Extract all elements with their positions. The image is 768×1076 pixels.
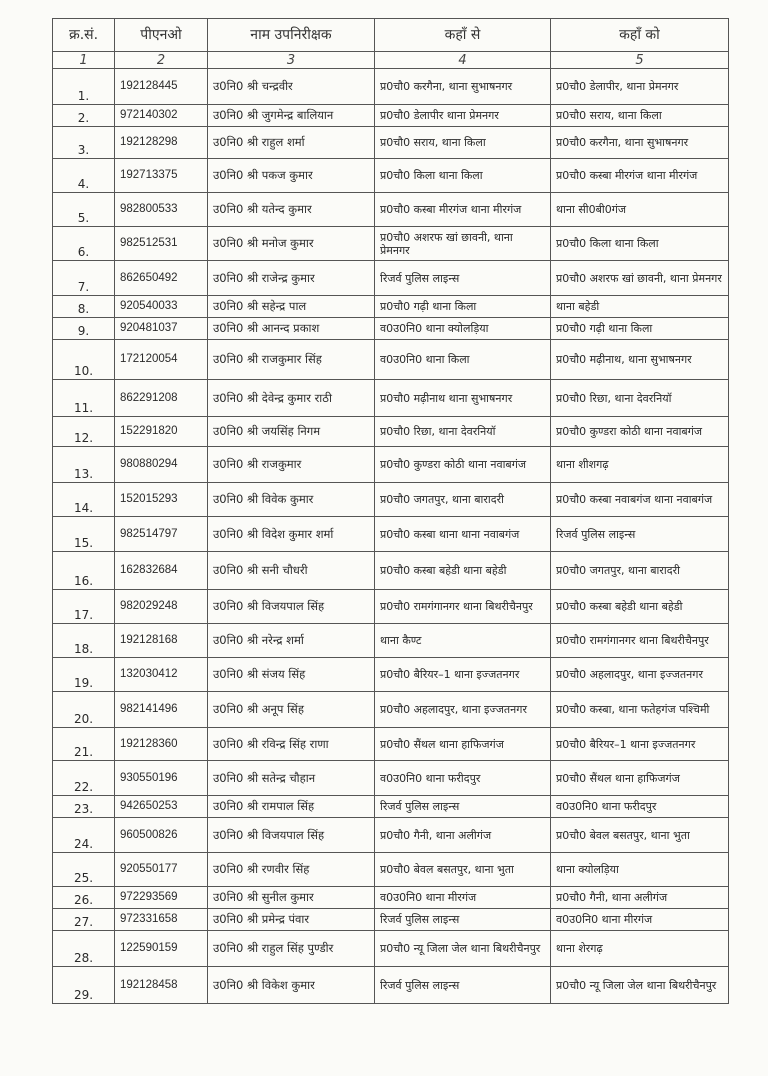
pno-cell: 930550196 — [115, 761, 208, 796]
to-location-cell: प्र0चौ0 कस्बा बहेडी थाना बहेडी — [551, 590, 729, 624]
table-row — [53, 692, 729, 728]
table-row — [53, 658, 729, 692]
serial-cell: 20. — [53, 692, 115, 728]
officer-name-cell: उ0नि0 श्री जुगमेन्द्र बालियान — [208, 105, 375, 127]
pno-cell: 972140302 — [115, 105, 208, 127]
from-location-cell: प्र0चौ0 डेलापीर थाना प्रेमनगर — [375, 105, 551, 127]
from-location-cell: प्र0चौ0 न्यू जिला जेल थाना बिथरीचैनपुर — [375, 931, 551, 967]
serial-cell: 22. — [53, 761, 115, 796]
pno-cell: 192128360 — [115, 728, 208, 761]
officer-name-cell: उ0नि0 श्री राजेन्द्र कुमार — [208, 261, 375, 296]
to-location-cell: प्र0चौ0 गैनी, थाना अलीगंज — [551, 887, 729, 909]
column-index: 5 — [551, 52, 729, 69]
serial-cell: 9. — [53, 318, 115, 340]
from-location-cell: प्र0चौ0 किला थाना किला — [375, 159, 551, 193]
officer-name-cell: उ0नि0 श्री नरेन्द्र शर्मा — [208, 624, 375, 658]
from-location-cell: व0उ0नि0 थाना फरीदपुर — [375, 761, 551, 796]
from-location-cell: प्र0चौ0 अहलादपुर, थाना इज्जतनगर — [375, 692, 551, 728]
from-location-cell: रिजर्व पुलिस लाइन्स — [375, 967, 551, 1004]
from-location-cell: प्र0चौ0 कुण्डरा कोठी थाना नवाबगंज — [375, 447, 551, 483]
table-row — [53, 818, 729, 853]
serial-cell: 6. — [53, 227, 115, 261]
transfer-table — [52, 18, 729, 1004]
table-row — [53, 967, 729, 1004]
officer-name-cell: उ0नि0 श्री राहुल सिंह पुण्डीर — [208, 931, 375, 967]
header-serial: क्र.सं. — [53, 19, 115, 52]
officer-name-cell: उ0नि0 श्री सनी चौधरी — [208, 552, 375, 590]
header-pno: पीएनओ — [115, 19, 208, 52]
serial-cell: 11. — [53, 380, 115, 417]
table-row — [53, 887, 729, 909]
serial-cell: 12. — [53, 417, 115, 447]
officer-name-cell: उ0नि0 श्री रविन्द्र सिंह राणा — [208, 728, 375, 761]
table-row — [53, 380, 729, 417]
from-location-cell: रिजर्व पुलिस लाइन्स — [375, 261, 551, 296]
to-location-cell: प्र0चौ0 रामगंगानगर थाना बिथरीचैनपुर — [551, 624, 729, 658]
officer-name-cell: उ0नि0 श्री सुनील कुमार — [208, 887, 375, 909]
serial-cell: 18. — [53, 624, 115, 658]
table-row — [53, 105, 729, 127]
from-location-cell: प्र0चौ0 सैंथल थाना हाफिजगंज — [375, 728, 551, 761]
header-name: नाम उपनिरीक्षक — [208, 19, 375, 52]
from-location-cell: प्र0चौ0 कस्बा थाना थाना नवाबगंज — [375, 517, 551, 552]
from-location-cell: प्र0चौ0 कस्बा बहेडी थाना बहेडी — [375, 552, 551, 590]
officer-name-cell: उ0नि0 श्री विदेश कुमार शर्मा — [208, 517, 375, 552]
serial-cell: 24. — [53, 818, 115, 853]
pno-cell: 972331658 — [115, 909, 208, 931]
to-location-cell: प्र0चौ0 न्यू जिला जेल थाना बिथरीचैनपुर — [551, 967, 729, 1004]
serial-cell: 1. — [53, 69, 115, 105]
transfer-list-page — [52, 18, 728, 1004]
officer-name-cell: उ0नि0 श्री संजय सिंह — [208, 658, 375, 692]
to-location-cell: व0उ0नि0 थाना फरीदपुर — [551, 796, 729, 818]
pno-cell: 192128168 — [115, 624, 208, 658]
pno-cell: 982514797 — [115, 517, 208, 552]
to-location-cell: प्र0चौ0 करगैना, थाना सुभाषनगर — [551, 127, 729, 159]
to-location-cell: प्र0चौ0 रिछा, थाना देवरनियॉ — [551, 380, 729, 417]
serial-cell: 17. — [53, 590, 115, 624]
pno-cell: 920540033 — [115, 296, 208, 318]
officer-name-cell: उ0नि0 श्री अनूप सिंह — [208, 692, 375, 728]
pno-cell: 942650253 — [115, 796, 208, 818]
pno-cell: 982029248 — [115, 590, 208, 624]
serial-cell: 5. — [53, 193, 115, 227]
table-row — [53, 853, 729, 887]
pno-cell: 192128298 — [115, 127, 208, 159]
officer-name-cell: उ0नि0 श्री विवेक कुमार — [208, 483, 375, 517]
from-location-cell: प्र0चौ0 अशरफ खां छावनी, थाना प्रेमनगर — [375, 227, 551, 261]
to-location-cell: थाना क्योलड़िया — [551, 853, 729, 887]
from-location-cell: प्र0चौ0 कस्बा मीरगंज थाना मीरगंज — [375, 193, 551, 227]
officer-name-cell: उ0नि0 श्री देवेन्द्र कुमार राठी — [208, 380, 375, 417]
table-row — [53, 127, 729, 159]
to-location-cell: प्र0चौ0 कस्बा नवाबगंज थाना नवाबगंज — [551, 483, 729, 517]
serial-cell: 19. — [53, 658, 115, 692]
to-location-cell: प्र0चौ0 सैंथल थाना हाफिजगंज — [551, 761, 729, 796]
table-row — [53, 909, 729, 931]
to-location-cell: थाना शीशगढ़ — [551, 447, 729, 483]
officer-name-cell: उ0नि0 श्री आनन्द प्रकाश — [208, 318, 375, 340]
serial-cell: 25. — [53, 853, 115, 887]
to-location-cell: प्र0चौ0 कुण्डरा कोठी थाना नवाबगंज — [551, 417, 729, 447]
table-row — [53, 590, 729, 624]
column-index: 4 — [375, 52, 551, 69]
to-location-cell: प्र0चौ0 किला थाना किला — [551, 227, 729, 261]
table-row — [53, 227, 729, 261]
serial-cell: 3. — [53, 127, 115, 159]
column-index: 3 — [208, 52, 375, 69]
table-row — [53, 340, 729, 380]
pno-cell: 132030412 — [115, 658, 208, 692]
serial-cell: 27. — [53, 909, 115, 931]
table-row — [53, 624, 729, 658]
serial-cell: 15. — [53, 517, 115, 552]
pno-cell: 920481037 — [115, 318, 208, 340]
serial-cell: 4. — [53, 159, 115, 193]
serial-cell: 16. — [53, 552, 115, 590]
officer-name-cell: उ0नि0 श्री रामपाल सिंह — [208, 796, 375, 818]
from-location-cell: प्र0चौ0 मढ़ीनाथ थाना सुभाषनगर — [375, 380, 551, 417]
table-row — [53, 318, 729, 340]
table-row — [53, 552, 729, 590]
to-location-cell: प्र0चौ0 अहलादपुर, थाना इज्जतनगर — [551, 658, 729, 692]
to-location-cell: प्र0चौ0 कस्बा मीरगंज थाना मीरगंज — [551, 159, 729, 193]
table-row — [53, 296, 729, 318]
table-row — [53, 728, 729, 761]
table-row — [53, 761, 729, 796]
officer-name-cell: उ0नि0 श्री राहुल शर्मा — [208, 127, 375, 159]
serial-cell: 21. — [53, 728, 115, 761]
to-location-cell: प्र0चौ0 जगतपुर, थाना बारादरी — [551, 552, 729, 590]
to-location-cell: प्र0चौ0 अशरफ खां छावनी, थाना प्रेमनगर — [551, 261, 729, 296]
serial-cell: 7. — [53, 261, 115, 296]
officer-name-cell: उ0नि0 श्री राजकुमार — [208, 447, 375, 483]
pno-cell: 192713375 — [115, 159, 208, 193]
serial-cell: 14. — [53, 483, 115, 517]
table-row — [53, 261, 729, 296]
officer-name-cell: उ0नि0 श्री पकज कुमार — [208, 159, 375, 193]
to-location-cell: प्र0चौ0 मढ़ीनाथ, थाना सुभाषनगर — [551, 340, 729, 380]
serial-cell: 26. — [53, 887, 115, 909]
to-location-cell: थाना शेरगढ़ — [551, 931, 729, 967]
pno-cell: 152015293 — [115, 483, 208, 517]
header-from: कहाँ से — [375, 19, 551, 52]
to-location-cell: थाना सी0बी0गंज — [551, 193, 729, 227]
to-location-cell: प्र0चौ0 सराय, थाना किला — [551, 105, 729, 127]
column-index: 2 — [115, 52, 208, 69]
to-location-cell: प्र0चौ0 बेवल बसतपुर, थाना भुता — [551, 818, 729, 853]
table-row — [53, 193, 729, 227]
pno-cell: 862291208 — [115, 380, 208, 417]
table-row — [53, 159, 729, 193]
to-location-cell: प्र0चौ0 बैरियर–1 थाना इज्जतनगर — [551, 728, 729, 761]
table-row — [53, 796, 729, 818]
table-body — [53, 69, 729, 1004]
officer-name-cell: उ0नि0 श्री विजयपाल सिंह — [208, 590, 375, 624]
pno-cell: 162832684 — [115, 552, 208, 590]
from-location-cell: व0उ0नि0 थाना मीरगंज — [375, 887, 551, 909]
from-location-cell: प्र0चौ0 रिछा, थाना देवरनियॉ — [375, 417, 551, 447]
from-location-cell: थाना कैण्ट — [375, 624, 551, 658]
pno-cell: 122590159 — [115, 931, 208, 967]
header-row — [53, 19, 729, 52]
from-location-cell: रिजर्व पुलिस लाइन्स — [375, 909, 551, 931]
from-location-cell: व0उ0नि0 थाना किला — [375, 340, 551, 380]
table-row — [53, 517, 729, 552]
table-row — [53, 417, 729, 447]
from-location-cell: प्र0चौ0 बैरियर–1 थाना इज्जतनगर — [375, 658, 551, 692]
to-location-cell: प्र0चौ0 डेलापीर, थाना प्रेमनगर — [551, 69, 729, 105]
pno-cell: 192128458 — [115, 967, 208, 1004]
officer-name-cell: उ0नि0 श्री विजयपाल सिंह — [208, 818, 375, 853]
pno-cell: 862650492 — [115, 261, 208, 296]
column-index: 1 — [53, 52, 115, 69]
from-location-cell: प्र0चौ0 गढ़ी थाना किला — [375, 296, 551, 318]
officer-name-cell: उ0नि0 श्री विकेश कुमार — [208, 967, 375, 1004]
table-row — [53, 483, 729, 517]
officer-name-cell: उ0नि0 श्री सहेन्द्र पाल — [208, 296, 375, 318]
serial-cell: 29. — [53, 967, 115, 1004]
to-location-cell: प्र0चौ0 कस्बा, थाना फतेहगंज पश्चिमी — [551, 692, 729, 728]
pno-cell: 920550177 — [115, 853, 208, 887]
pno-cell: 982141496 — [115, 692, 208, 728]
pno-cell: 972293569 — [115, 887, 208, 909]
from-location-cell: प्र0चौ0 जगतपुर, थाना बारादरी — [375, 483, 551, 517]
serial-cell: 2. — [53, 105, 115, 127]
pno-cell: 172120054 — [115, 340, 208, 380]
to-location-cell: व0उ0नि0 थाना मीरगंज — [551, 909, 729, 931]
officer-name-cell: उ0नि0 श्री चन्द्रवीर — [208, 69, 375, 105]
to-location-cell: थाना बहेडी — [551, 296, 729, 318]
officer-name-cell: उ0नि0 श्री रणवीर सिंह — [208, 853, 375, 887]
pno-cell: 982512531 — [115, 227, 208, 261]
pno-cell: 980880294 — [115, 447, 208, 483]
table-row — [53, 447, 729, 483]
table-row — [53, 931, 729, 967]
pno-cell: 152291820 — [115, 417, 208, 447]
pno-cell: 960500826 — [115, 818, 208, 853]
column-index-row — [53, 52, 729, 69]
serial-cell: 28. — [53, 931, 115, 967]
serial-cell: 13. — [53, 447, 115, 483]
officer-name-cell: उ0नि0 श्री जयसिंह निगम — [208, 417, 375, 447]
pno-cell: 982800533 — [115, 193, 208, 227]
from-location-cell: प्र0चौ0 सराय, थाना किला — [375, 127, 551, 159]
from-location-cell: प्र0चौ0 रामगंगानगर थाना बिथरीचैनपुर — [375, 590, 551, 624]
from-location-cell: व0उ0नि0 थाना क्योलड़िया — [375, 318, 551, 340]
officer-name-cell: उ0नि0 श्री राजकुमार सिंह — [208, 340, 375, 380]
officer-name-cell: उ0नि0 श्री यतेन्द कुमार — [208, 193, 375, 227]
serial-cell: 10. — [53, 340, 115, 380]
from-location-cell: रिजर्व पुलिस लाइन्स — [375, 796, 551, 818]
table-row — [53, 69, 729, 105]
from-location-cell: प्र0चौ0 करगैना, थाना सुभाषनगर — [375, 69, 551, 105]
to-location-cell: रिजर्व पुलिस लाइन्स — [551, 517, 729, 552]
header-to: कहाँ को — [551, 19, 729, 52]
from-location-cell: प्र0चौ0 गैनी, थाना अलीगंज — [375, 818, 551, 853]
serial-cell: 8. — [53, 296, 115, 318]
officer-name-cell: उ0नि0 श्री प्रमेन्द्र पंवार — [208, 909, 375, 931]
from-location-cell: प्र0चौ0 बेवल बसतपुर, थाना भुता — [375, 853, 551, 887]
officer-name-cell: उ0नि0 श्री मनोज कुमार — [208, 227, 375, 261]
serial-cell: 23. — [53, 796, 115, 818]
officer-name-cell: उ0नि0 श्री सतेन्द्र चौहान — [208, 761, 375, 796]
pno-cell: 192128445 — [115, 69, 208, 105]
to-location-cell: प्र0चौ0 गढ़ी थाना किला — [551, 318, 729, 340]
